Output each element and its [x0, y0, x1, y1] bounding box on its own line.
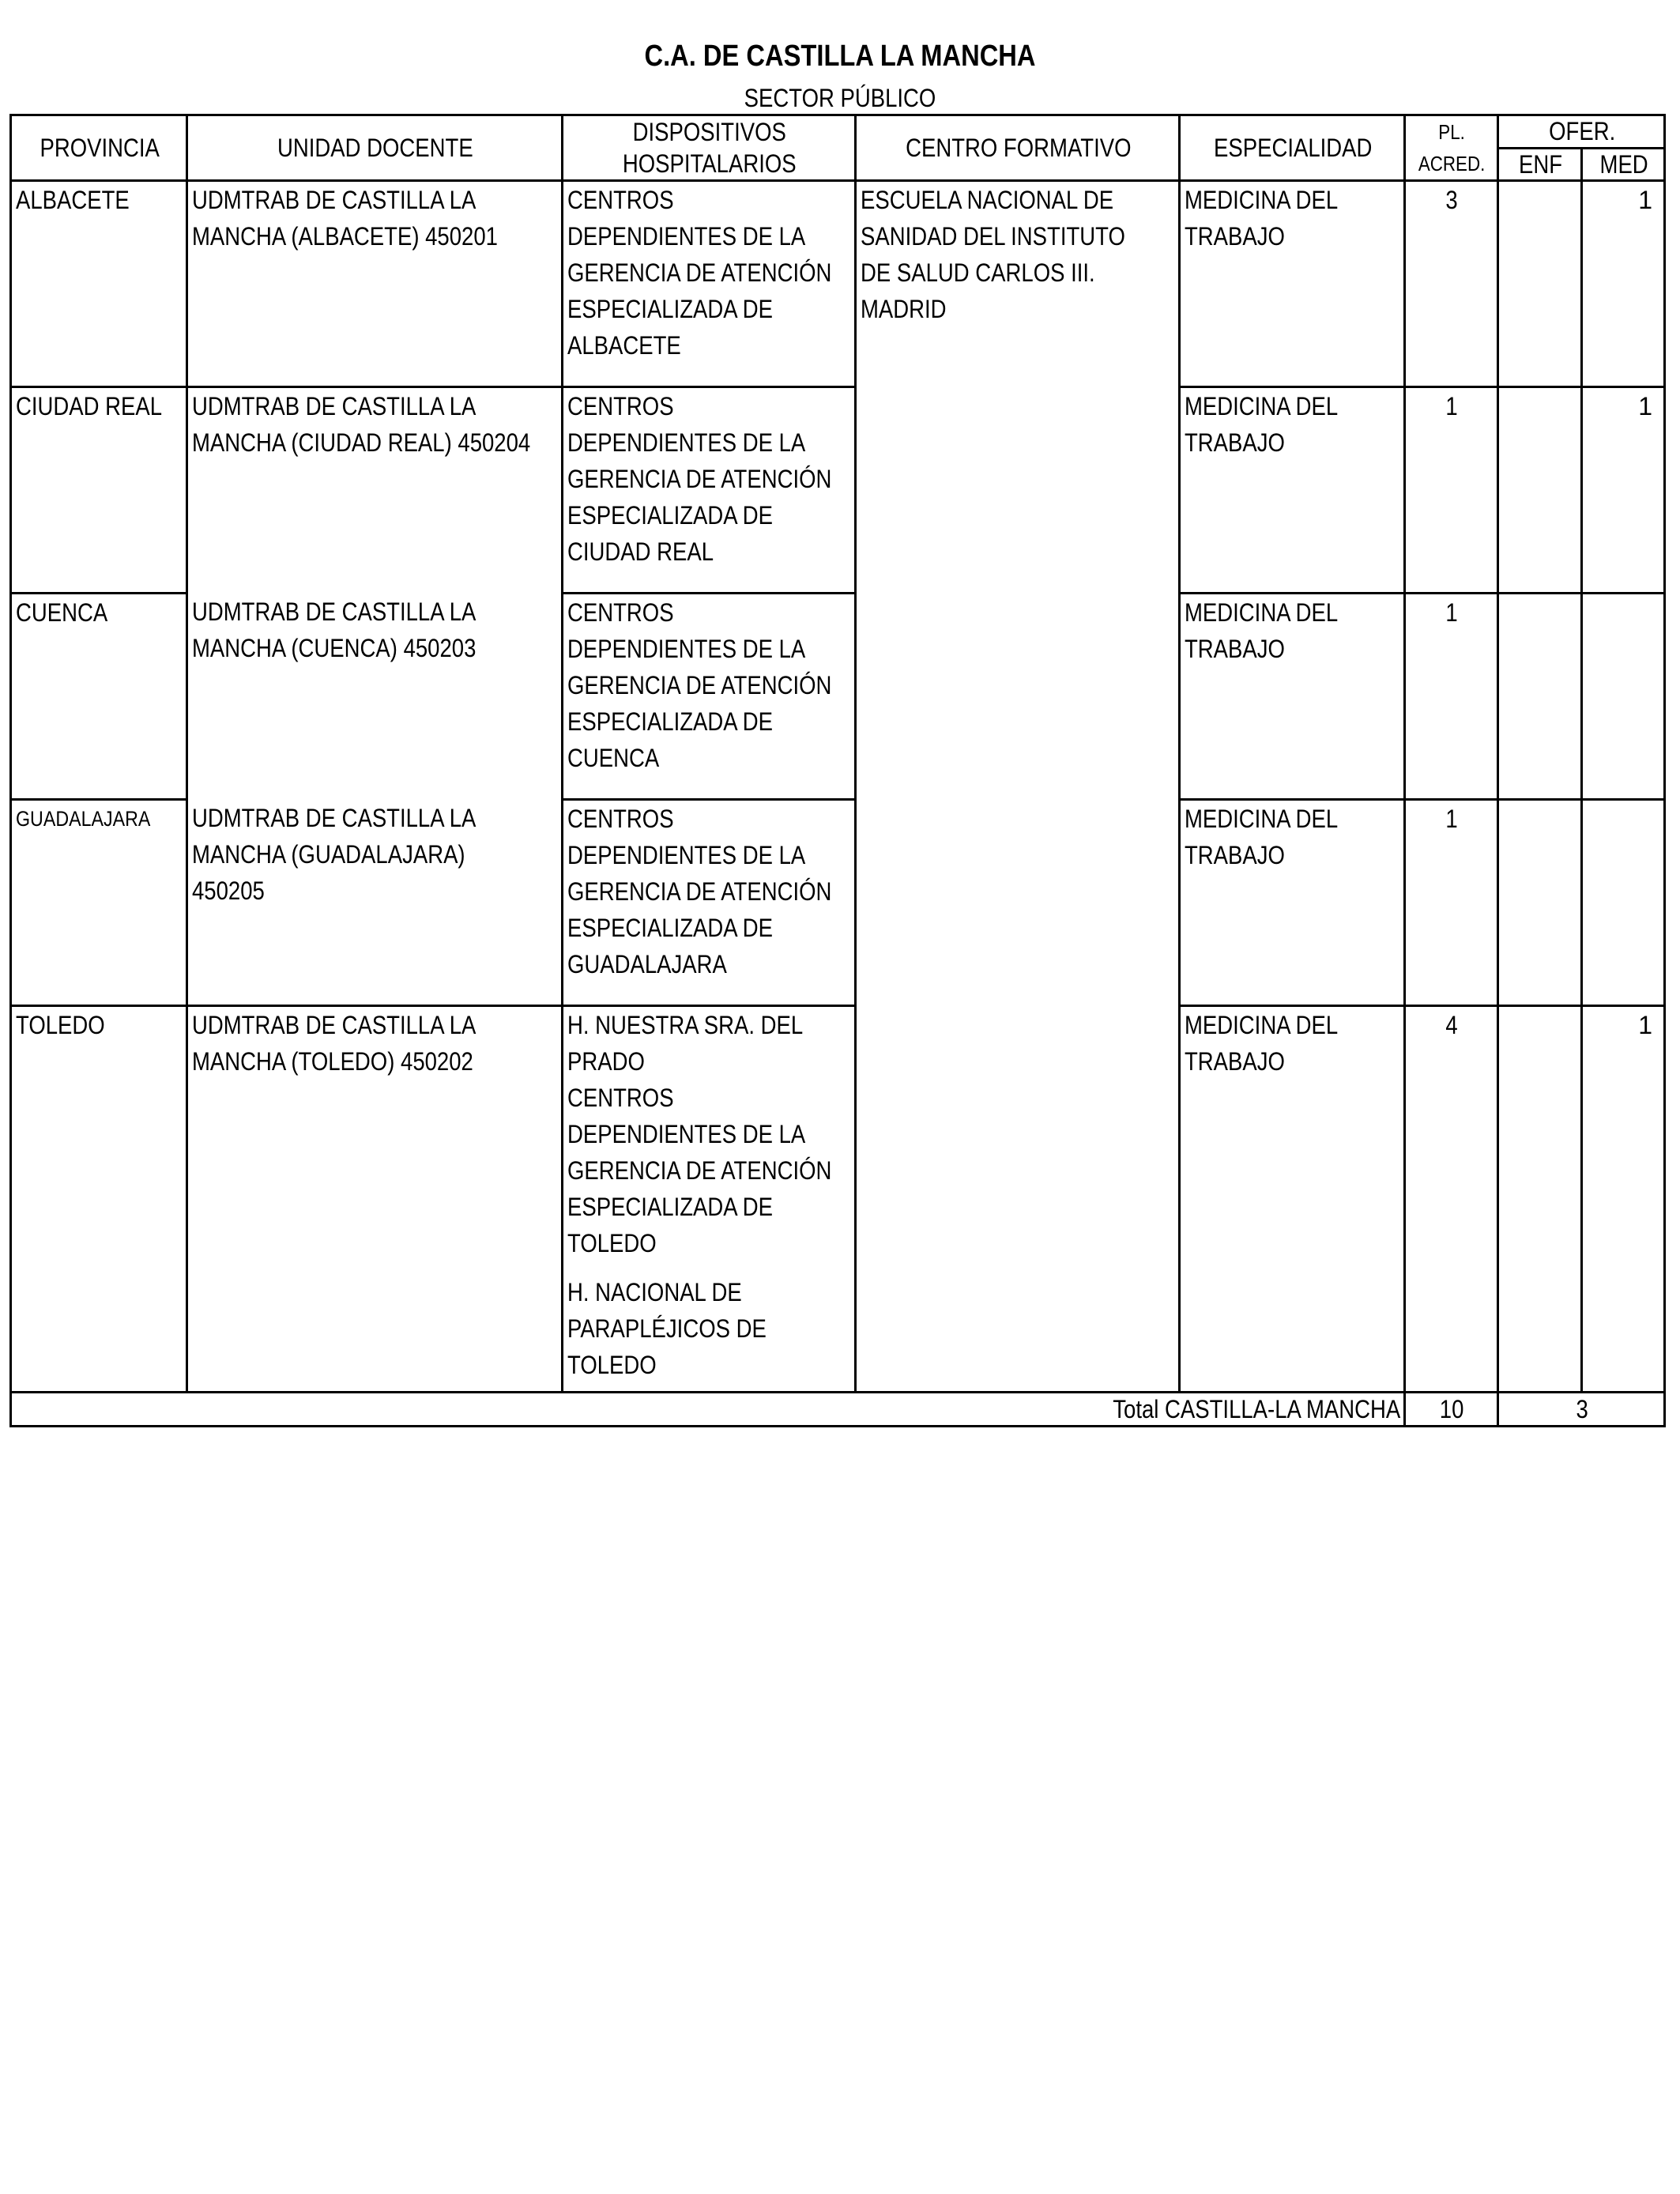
header-especialidad: ESPECIALIDAD — [1180, 115, 1405, 181]
cell-provincia: CIUDAD REAL — [11, 387, 187, 594]
total-label: Total CASTILLA-LA MANCHA — [11, 1393, 1405, 1427]
cell-especialidad: MEDICINA DEL TRABAJO — [1180, 387, 1405, 594]
cell-med — [1581, 594, 1664, 800]
cell-dispositivos: CENTROS DEPENDIENTES DE LA GERENCIA DE ATENCIÓN ESPECIALIZADA DE ALBACETE — [562, 181, 855, 387]
cell-med: 1 — [1581, 1006, 1664, 1393]
header-provincia: PROVINCIA — [11, 115, 187, 181]
cell-pl-acred: 1 — [1405, 800, 1497, 1006]
cell-unidad: UDMTRAB DE CASTILLA LA MANCHA (CIUDAD REAL) 450204 — [187, 387, 563, 594]
cell-unidad: UDMTRAB DE CASTILLA LA MANCHA (TOLEDO) 450202 — [187, 1006, 563, 1393]
cell-dispositivos: CENTROS DEPENDIENTES DE LA GERENCIA DE ATENCIÓN ESPECIALIZADA DE GUADALAJARA — [562, 800, 855, 1006]
cell-provincia: ALBACETE — [11, 181, 187, 387]
total-ofer: 3 — [1497, 1393, 1664, 1427]
cell-pl-acred: 1 — [1405, 387, 1497, 594]
cell-enf — [1497, 1006, 1581, 1393]
cell-dispositivos: CENTROS DEPENDIENTES DE LA GERENCIA DE ATENCIÓN ESPECIALIZADA DE CIUDAD REAL — [562, 387, 855, 594]
total-pl-acred: 10 — [1405, 1393, 1497, 1427]
header-centro-formativo: CENTRO FORMATIVO — [855, 115, 1180, 181]
header-unidad-docente: UNIDAD DOCENTE — [187, 115, 563, 181]
table-row — [11, 800, 1665, 1006]
cell-especialidad: MEDICINA DEL TRABAJO — [1180, 594, 1405, 800]
cell-pl-acred: 4 — [1405, 1006, 1497, 1393]
cell-enf — [1497, 800, 1581, 1006]
cell-centro-formativo: ESCUELA NACIONAL DE SANIDAD DEL INSTITUTO DE SALUD CARLOS III. MADRID — [855, 181, 1180, 1393]
plazas-table — [9, 114, 1666, 1427]
cell-med — [1581, 800, 1664, 1006]
cell-med: 1 — [1581, 181, 1664, 387]
cell-provincia: CUENCA — [11, 594, 187, 800]
cell-dispositivos: CENTROS DEPENDIENTES DE LA GERENCIA DE ATENCIÓN ESPECIALIZADA DE CUENCA — [562, 594, 855, 800]
cell-med: 1 — [1581, 387, 1664, 594]
cell-pl-acred: 3 — [1405, 181, 1497, 387]
cell-enf — [1497, 181, 1581, 387]
cell-especialidad: MEDICINA DEL TRABAJO — [1180, 181, 1405, 387]
header-enf: ENF — [1497, 148, 1581, 181]
cell-especialidad: MEDICINA DEL TRABAJO — [1180, 1006, 1405, 1393]
page-subtitle: SECTOR PÚBLICO — [744, 84, 936, 112]
cell-unidad: UDMTRAB DE CASTILLA LA MANCHA (ALBACETE) 450201 — [187, 181, 563, 387]
table-row — [11, 1006, 1665, 1393]
header-pl-acred: PL. ACRED. — [1405, 115, 1497, 181]
cell-pl-acred: 1 — [1405, 594, 1497, 800]
header-dispositivos: DISPOSITIVOS HOSPITALARIOS — [562, 115, 855, 181]
header-ofer: OFER. — [1497, 115, 1664, 149]
table-row — [11, 387, 1665, 594]
page-title: C.A. DE CASTILLA LA MANCHA — [644, 40, 1036, 73]
cell-enf — [1497, 594, 1581, 800]
cell-provincia: GUADALAJARA — [11, 800, 187, 1006]
cell-enf — [1497, 387, 1581, 594]
cell-unidad: UDMTRAB DE CASTILLA LA MANCHA (CUENCA) 450203 — [187, 594, 563, 800]
table-row — [11, 181, 1665, 387]
cell-especialidad: MEDICINA DEL TRABAJO — [1180, 800, 1405, 1006]
total-row — [11, 1393, 1665, 1427]
cell-unidad: UDMTRAB DE CASTILLA LA MANCHA (GUADALAJARA) 450205 — [187, 800, 563, 1006]
header-med: MED — [1581, 148, 1664, 181]
cell-dispositivos: H. NUESTRA SRA. DEL PRADO CENTROS DEPENDIENTES DE LA GERENCIA DE ATENCIÓN ESPECIALIZADA DE TOLEDO H. NACIONAL DE PARAPLÉJICOS DE TOLEDO — [562, 1006, 855, 1393]
cell-provincia: TOLEDO — [11, 1006, 187, 1393]
table-row — [11, 594, 1665, 800]
